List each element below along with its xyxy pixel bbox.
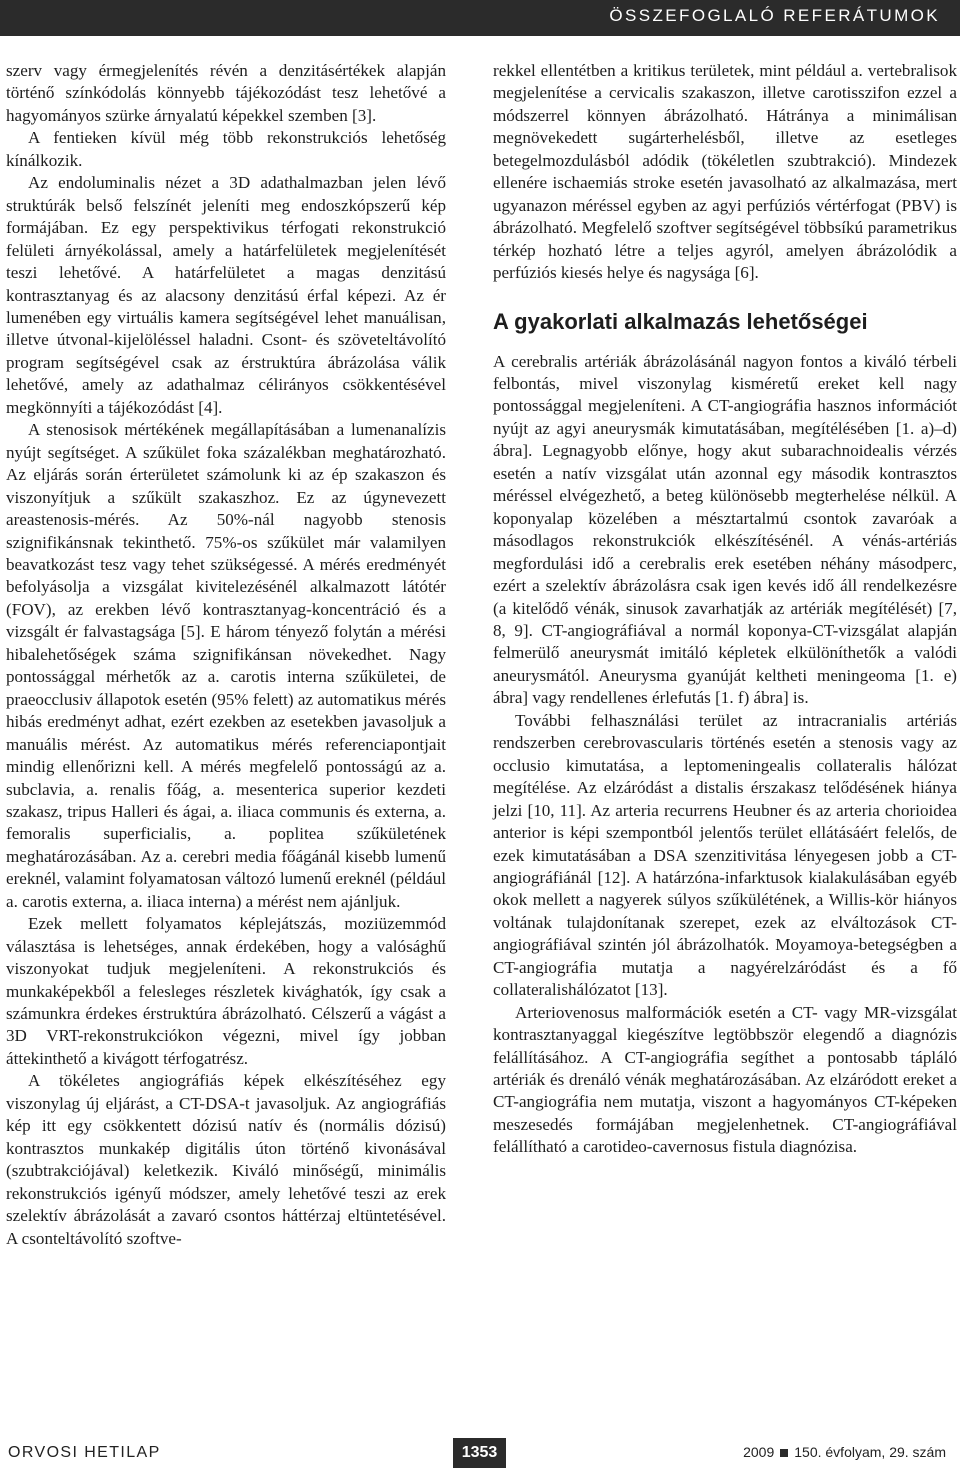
paragraph: További felhasználási terület az intracranialis artériás rendszerben cerebrovascularis történés esetén a stenosis vagy az occlusio kimutatása, a leptomeningealis collateralis hálózat megítélése. Az elzáródást a distalis érszakasz telődésének hiánya jelzi [10, 11]. Az arteria recurrens Heubner és az arteria chorioidea anterior is képi szempontból jelentős terület ellátásáért felelős, de ezek kimutatásában a DSA szenzitivitása lényegesen jobb a CT-angiográfiánál [12]. A határzóna-infarktusok kialakulásában egyéb okok mellett a nagyerek súlyos szűkülétének, a Willis-kör hiányos voltának tulajdonítanak szerepet, ezek az elváltozások CT-angiográfiával szintén jól ábrázolhatók. Moyamoya-betegségben a CT-angiográfia mutatja a nagyérelzáródást és a fő collateralishálózatot [13].	[493, 710, 957, 1000]
issue-info	[743, 1444, 946, 1460]
paragraph: rekkel ellentétben a kritikus területek, mint például a. vertebralisok megjelenítése a cervicalis szakaszon, illetve carotisszifon ezzel a módszerrel könnyen ábrázolható. Hátránya a minimálisan megnövekedett sugárterhelésből, illetve az esetleges betegelmozdulásból adódik (tökéletlen szubtrakció). Mindezek ellenére ischaemiás stroke esetén javasolható az alkalmazása, mert ugyanazon méréssel egyben az agyi perfúziós vértérfogat (PBV) is ábrázolható. Megfelelő szoftver segítségével többsíkú parametrikus térkép hozható létre a teljes agyról, amelyen ábrázolódik a perfúziós kiesés helye és nagysága [6].	[493, 61, 957, 283]
issue-volume: 150. évfolyam, 29. szám	[794, 1444, 946, 1460]
running-header	[0, 0, 960, 36]
right-column	[493, 60, 957, 1159]
paragraph: Ezek mellett folyamatos képlejátszás, moziüzemmód választása is lehetséges, annak érdekében, hogy a valósághű viszonyokat tudjuk megjeleníteni. A rekonstrukciós és munkaképekből a felesleges részletek kivághatók, így csak a számunkra érdekes érstruktúra ábrázolható. Célszerű a vágást a 3D VRT-rekonstrukciókon végezni, mivel így jobban áttekinthető a kivágott térfogatrész.	[6, 914, 446, 1068]
paragraph: A stenosisok mértékének megállapításában a lumenanalízis nyújt segítséget. A szűkület foka százalékban meghatározható. Az eljárás során érterületet számolunk ki az ép szakaszon és viszonyítjuk a szűkült szakaszhoz. Ez az úgynevezett areastenosis-mérés. Az 50%-nál nagyobb stenosis szignifikánsnak tekinthető. 75%-os szűkület már valamilyen beavatkozást tesz vagy tehet szükségessé. A mérés eredményét befolyásolja a vizsgálat kivitelezésénél alkalmazott látótér (FOV), az erekben lévő kontrasztanyag-koncentráció és a vizsgált ér falvastagsága [5]. E három tényező folytán a mérési hibalehetőségek száma szignifikánsan növekedhet. Nagy pontossággal mérhetők az a. carotis interna szűkületei, de praeocclusiv állapotok esetén (95% felett) az automatikus mérés hibás eredményt adhat, ezért ezekben az esetekben javasoljuk a manuális mérést. Az automatikus mérés referenciapontjait mindig ellenőrizni kell. A mérés megfelelő pontosságú az a. subclavia, a. renalis főág, a. mesenterica superior kezdeti szakasz, tripus Halleri és ágai, a. iliaca communis és externa, a. femoralis superficialis, a. poplitea szűkületének meghatározásában. Az a. cerebri media főágánál kisebb lumenű ereknél, valamint folyamatosan változó lumenű ereknél (például a. carotis externa, a. iliaca interna) a mérést nem ajánljuk.	[6, 420, 446, 911]
paragraph: A cerebralis artériák ábrázolásánál nagyon fontos a kiváló térbeli felbontás, mivel viszonylag kisméretű ereket kell nagy pontossággal megjeleníteni. A CT-angiográfia hasznos információt nyújt az agyi aneurysmák kimutatásában, megítélésében [1. a)–d) ábra]. Legnagyobb előnye, hogy akut subarachnoidealis vérzés esetén a natív vizsgálat után azonnal egy második kontrasztos méréssel elvégezhető, a beteg különösebb megterhelése nélkül. A koponyalap közelében a mésztartalmú csontok zavaróak a másodlagos rekonstrukciók elkészítésénél. A vénás-artériás megfordulási idő a cerebralis erek esetében néhány másodperc, ezért a szelektív ábrázolásra csak igen kevés idő áll rendelkezésre (a kitelődő vénák, sinusok zavarhatják az artériák megítélését) [7, 8, 9]. CT-angiográfiával a normál koponya-CT-vizsgálat alapján felmerülő aneurysmát imitáló képletek elkülöníthetők a valódi aneurysmától. Aneurysma gyanúját keltheti meningeoma [1. e) ábra] vagy rendellenes érlefutás [1. f) ábra] is.	[493, 351, 957, 708]
left-column	[6, 60, 446, 1250]
section-title: ÖSSZEFOGLALÓ REFERÁTUMOK	[609, 6, 940, 25]
paragraph: Az endoluminalis nézet a 3D adathalmazban jelen lévő struktúrák belső felszínét jeleníti meg endoszkópszerű kép formájában. Ez egy perspektivikus térfogati rekonstrukció felületi árnyékolással, amely a határfelületek megjelenítését teszi lehetővé. A határfelületet a magas denzitású kontrasztanyag és az alacsony denzitású érfal képezi. Az ér lumenében egy virtuális kamera segítségével lehet manuálisan, illetve útvonal-kijelöléssel haladni. Csont- és szöveteltávolító program segítségével csak az érstruktúra ábrázolása válik lehetővé, amely az adathalmaz célirányos csökkentésével megkönnyíti a tájékozódást [4].	[6, 173, 446, 417]
paragraph: A tökéletes angiográfiás képek elkészítéséhez egy viszonylag új eljárást, a CT-DSA-t javasoljuk. Az angiográfiás kép itt egy csökkentett dózisú natív és (normális dózisú) kontrasztos munkakép digitális úton történő kivonásával (szubtrakciójával) keletkezik. Kiváló minőségű, minimális rekonstrukciós igényű módszer, amely lehetővé teszi az erek szelektív ábrázolását a zavaró csontos háttérzaj eltüntetésével. A csonteltávolító szoftve-	[6, 1071, 446, 1248]
paragraph: A fentieken kívül még több rekonstrukciós lehetőség kínálkozik.	[6, 128, 446, 170]
section-heading: A gyakorlati alkalmazás lehetőségei	[493, 308, 868, 334]
issue-year: 2009	[743, 1444, 775, 1460]
journal-name: ORVOSI HETILAP	[8, 1444, 161, 1461]
separator-square-icon	[780, 1449, 788, 1457]
page-number: 1353	[453, 1438, 506, 1468]
paragraph: szerv vagy érmegjelenítés révén a denzitásértékek alapján történő színkódolás könnyebb tájékozódást tesz lehetővé a hagyományos szürke árnyalatú képekkel szemben [3].	[6, 61, 446, 125]
page-footer	[0, 1438, 960, 1470]
paragraph: Arteriovenosus malformációk esetén a CT- vagy MR-vizsgálat kontrasztanyaggal kiegészítve legtöbbször elegendő a diagnózis felállításához. A CT-angiográfia segíthet a pontosabb tápláló artériák és drenáló vénák meghatározásában. Az elzáródott ereket a CT-angiográfia nem mutatja, viszont a hagyományos CT-képeken meszesedés formájában megjelenhetnek. CT-angiográfiával felállítható a carotideo-cavernosus fistula diagnózisa.	[493, 1002, 957, 1157]
